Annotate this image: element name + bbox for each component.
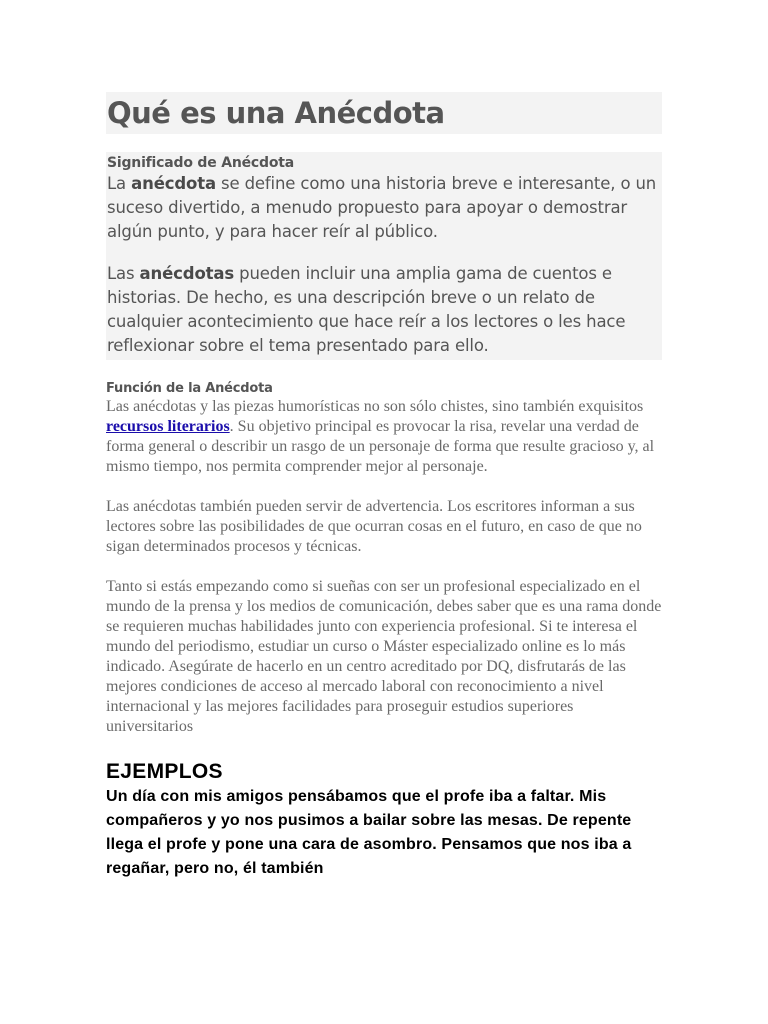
meaning-section bbox=[106, 152, 662, 360]
function-p1-pre: Las anécdotas y las piezas humorísticas no son sólo chistes, sino también exquisitos bbox=[106, 398, 644, 415]
meaning-p2-bold: anécdotas bbox=[139, 264, 235, 283]
meaning-p2-post: pueden incluir una amplia gama de cuentos e historias. De hecho, es una descripción breve o un relato de cualquier acontecimiento que hace reír a los lectores o les hace reflexionar sobre el tema presentado para ello. bbox=[107, 264, 626, 355]
examples-heading: EJEMPLOS bbox=[106, 760, 223, 783]
function-heading: Función de la Anécdota bbox=[106, 381, 273, 396]
function-paragraph-2: Las anécdotas también pueden servir de advertencia. Los escritores informan a sus lectores sobre las posibilidades de que ocurran cosas en el futuro, en caso de que no sigan determinados procesos y técnicas. bbox=[106, 498, 642, 555]
meaning-heading: Significado de Anécdota bbox=[107, 155, 294, 171]
function-paragraph-3: Tanto si estás empezando como si sueñas con ser un profesional especializado en el mundo de la prensa y los medios de comunicación, debes saber que es una rama donde se requieren muchas habilidades junto con experiencia profesional. Si te interesa el mundo del periodismo, estudiar un curso o Máster especializado online es lo más indicado. Asegúrate de hacerlo en un centro acreditado por DQ, disfrutarás de las mejores condiciones de acceso al mercado laboral con reconocimiento a nivel internacional y las mejores facilidades para proseguir estudios superiores universitarios bbox=[106, 578, 662, 735]
page-title: Qué es una Anécdota bbox=[107, 96, 445, 130]
title-banner bbox=[106, 92, 662, 134]
meaning-p1-post: se define como una historia breve e interesante, o un suceso divertido, a menudo propuesto para apoyar o demostrar algún punto, y para hacer reír al público. bbox=[107, 174, 657, 241]
document-page bbox=[106, 92, 662, 881]
literary-resources-link[interactable]: recursos literarios bbox=[106, 418, 230, 435]
function-paragraph-1 bbox=[106, 397, 662, 477]
meaning-paragraph-2 bbox=[107, 262, 660, 358]
function-section bbox=[106, 380, 662, 737]
meaning-p1-bold: anécdota bbox=[131, 174, 216, 193]
examples-text: Un día con mis amigos pensábamos que el profe iba a faltar. Mis compañeros y yo nos pusimos a bailar sobre las mesas. De repente llega el profe y pone una cara de asombro. Pensamos que nos iba a regañar, pero no, él también bbox=[106, 788, 632, 877]
meaning-paragraph-1 bbox=[107, 172, 660, 244]
function-p1-post: . Su objetivo principal es provocar la risa, revelar una verdad de forma general o describir un rasgo de un personaje de forma que resulte gracioso y, al mismo tiempo, nos permita comprender mejor al personaje. bbox=[106, 418, 655, 475]
meaning-p1-pre: La bbox=[107, 174, 132, 193]
meaning-p2-pre: Las bbox=[107, 264, 140, 283]
